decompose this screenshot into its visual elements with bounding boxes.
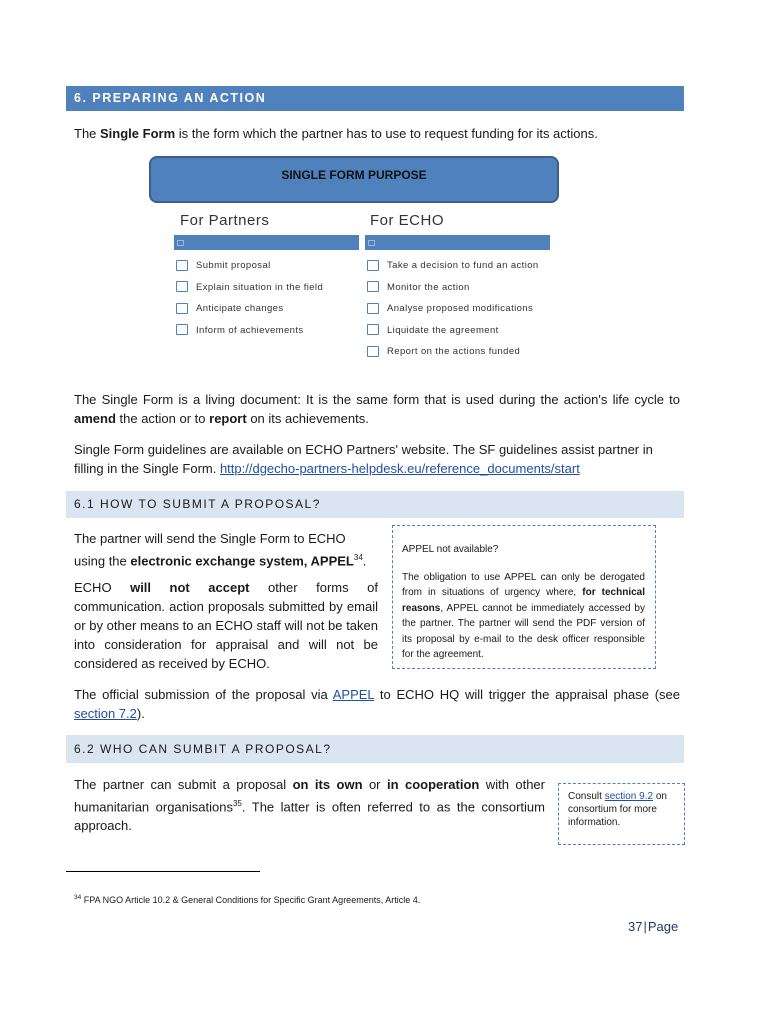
checklist-item: Anticipate changes bbox=[176, 302, 323, 316]
consult-note-text: Consult section 9.2 on consortium for more information. bbox=[568, 791, 667, 828]
section-6-2-header: 6.2 WHO CAN SUMBIT A PROPOSAL? bbox=[66, 735, 684, 763]
checklist-item: Monitor the action bbox=[367, 281, 539, 295]
checkbox-icon bbox=[176, 324, 188, 335]
echo-checklist bbox=[367, 259, 539, 359]
footnote-separator bbox=[66, 871, 260, 872]
echo-column-title: For ECHO bbox=[370, 212, 445, 229]
guidelines-link[interactable]: http://dgecho-partners-helpdesk.eu/reference_documents/start bbox=[219, 461, 580, 476]
section-6-header: 6. PREPARING AN ACTION bbox=[66, 86, 684, 111]
checklist-item: Analyse proposed modifications bbox=[367, 302, 539, 316]
section-7-2-link[interactable]: section 7.2 bbox=[74, 706, 137, 721]
section-9-2-link[interactable]: section 9.2 bbox=[604, 791, 654, 802]
bar-checkbox-icon bbox=[368, 240, 375, 246]
checkbox-icon bbox=[176, 260, 188, 271]
appel-note-title: APPEL not available? bbox=[402, 544, 499, 555]
section-6-1-header: 6.1 HOW TO SUBMIT A PROPOSAL? bbox=[66, 491, 684, 518]
checklist-item: Submit proposal bbox=[176, 259, 323, 273]
partners-column-title: For Partners bbox=[180, 212, 270, 229]
checkbox-icon bbox=[367, 281, 379, 292]
partners-checklist bbox=[176, 259, 323, 338]
checkbox-icon bbox=[176, 303, 188, 314]
purpose-title-box: SINGLE FORM PURPOSE bbox=[149, 156, 559, 203]
checklist-item: Inform of achievements bbox=[176, 324, 323, 338]
appel-note-text: The obligation to use APPEL can only be derogated from in situations of urgency where, for technical reasons, APPEL cannot be immediately accessed by the partner. The partner will send the PDF version of its proposal by e-mail to the desk officer responsible for the agreement. bbox=[402, 571, 645, 660]
intro-bold: Single Form bbox=[100, 126, 176, 141]
footnote-ref-34[interactable]: 34 bbox=[353, 553, 363, 562]
footnote-34: $^{34}$ FPA NGO Article 10.2 & General Conditions for Specific Grant Agreements, Article 4. bbox=[74, 894, 421, 905]
appel-note-box bbox=[392, 525, 656, 669]
appel-link[interactable]: APPEL bbox=[332, 687, 375, 702]
living-document-paragraph: The Single Form is a living document: It is the same form that is used during the action's life cycle to amend the action or to report on its achievements. bbox=[74, 392, 680, 426]
page-number: 37|Page bbox=[628, 919, 679, 934]
checkbox-icon bbox=[367, 346, 379, 357]
checklist-item: Explain situation in the field bbox=[176, 281, 323, 295]
intro-text-1: The bbox=[74, 126, 101, 141]
checkbox-icon bbox=[367, 324, 379, 335]
checkbox-icon bbox=[176, 281, 188, 292]
bar-checkbox-icon bbox=[177, 240, 184, 246]
partners-column-bar bbox=[174, 235, 359, 250]
submit-paragraph-1: The partner will send the Single Form to ECHO using the electronic exchange system, APPEL$^{34}$. bbox=[74, 531, 367, 569]
checklist-item: Report on the actions funded bbox=[367, 345, 539, 359]
intro-text-2: is the form which the partner has to use to request funding for its actions. bbox=[175, 126, 598, 141]
intro-paragraph bbox=[74, 124, 684, 143]
consult-note-box bbox=[558, 783, 685, 845]
checklist-item: Liquidate the agreement bbox=[367, 324, 539, 338]
echo-column-bar bbox=[365, 235, 550, 250]
checkbox-icon bbox=[367, 303, 379, 314]
submit-paragraph-2: ECHO will not accept other forms of communication. action proposals submitted by email or by other means to an ECHO staff will not be taken into consideration for appraisal and will not be considered as received by ECHO. bbox=[74, 580, 378, 671]
checklist-item: Take a decision to fund an action bbox=[367, 259, 539, 273]
who-paragraph: The partner can submit a proposal on its own or in cooperation with other humanitarian organisations$^{35}$. The latter is often referred to as the consortium approach. bbox=[74, 777, 545, 834]
footnote-ref-35[interactable]: 35 bbox=[232, 799, 242, 808]
guidelines-paragraph: Single Form guidelines are available on ECHO Partners' website. The SF guidelines assist partner in filling in the Single Form. http://dgecho-partners-helpdesk.eu/reference_documents/start bbox=[74, 442, 653, 476]
official-submission-paragraph: The official submission of the proposal via APPEL to ECHO HQ will trigger the appraisal phase (see section 7.2). bbox=[74, 687, 680, 721]
checkbox-icon bbox=[367, 260, 379, 271]
